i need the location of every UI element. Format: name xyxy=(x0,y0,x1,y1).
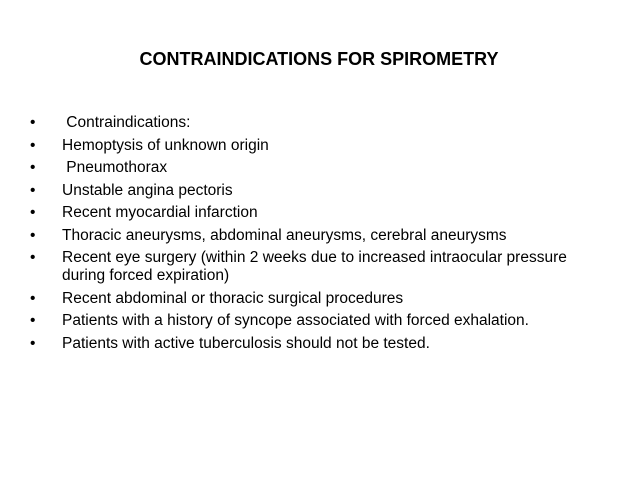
list-item-text: Contraindications: xyxy=(62,114,191,131)
bullet-icon: • xyxy=(30,136,36,154)
bullet-list xyxy=(30,114,590,357)
list-item xyxy=(30,182,590,200)
list-item xyxy=(30,335,590,353)
list-item xyxy=(30,114,590,132)
bullet-icon: • xyxy=(30,312,36,329)
list-item xyxy=(30,227,590,245)
bullet-icon: • xyxy=(30,289,36,307)
bullet-icon: • xyxy=(30,114,36,131)
list-item-text: Patients with active tuberculosis should not be tested. xyxy=(62,334,430,352)
list-item-text: Thoracic aneurysms, abdominal aneurysms, cerebral aneurysms xyxy=(62,226,507,244)
list-item xyxy=(30,290,590,308)
bullet-icon: • xyxy=(30,226,36,244)
bullet-icon: • xyxy=(30,181,36,199)
list-item-text: Recent eye surgery (within 2 weeks due to increased intraocular pressure during forced expiration) xyxy=(62,249,567,284)
list-item-text: Unstable angina pectoris xyxy=(62,181,233,199)
list-item-text: Hemoptysis of unknown origin xyxy=(62,136,269,154)
bullet-icon: • xyxy=(30,334,36,352)
list-item xyxy=(30,137,590,155)
list-item xyxy=(30,312,590,330)
bullet-icon: • xyxy=(30,249,36,266)
list-item xyxy=(30,249,590,285)
list-item-text: Pneumothorax xyxy=(62,159,168,176)
list-item-text: Patients with a history of syncope associated with forced exhalation. xyxy=(62,312,529,329)
list-item xyxy=(30,204,590,222)
list-item-text: Recent abdominal or thoracic surgical procedures xyxy=(62,289,404,307)
bullet-icon: • xyxy=(30,204,36,221)
list-item-text: Recent myocardial infarction xyxy=(62,204,258,221)
list-item xyxy=(30,159,590,177)
slide-title: CONTRAINDICATIONS FOR SPIROMETRY xyxy=(139,49,499,69)
bullet-icon: • xyxy=(30,159,36,176)
